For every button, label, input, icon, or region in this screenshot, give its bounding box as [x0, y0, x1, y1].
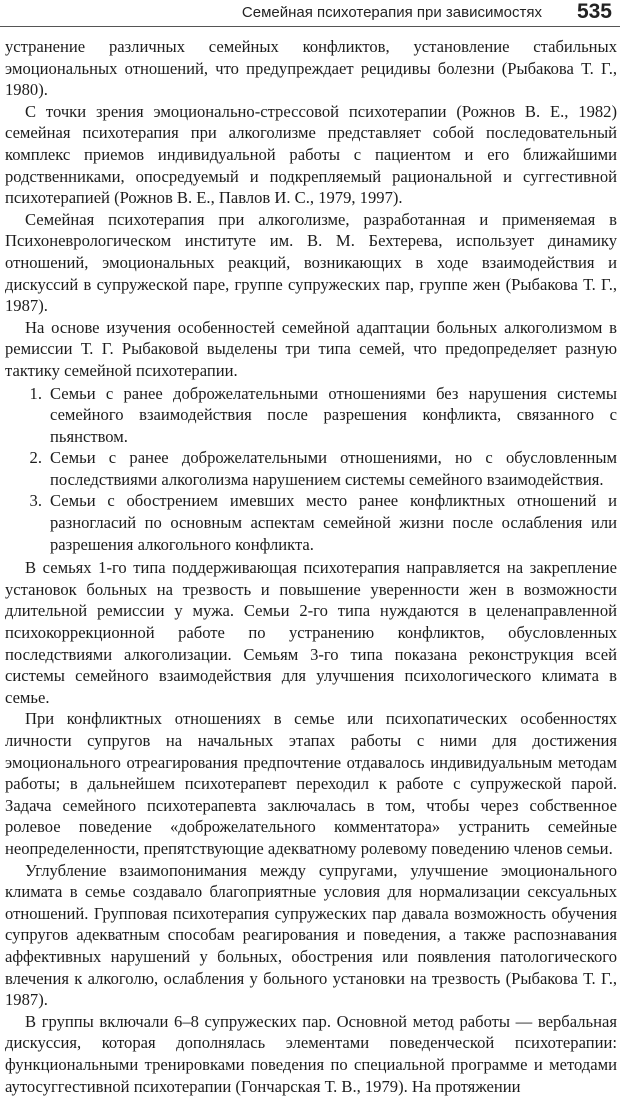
header-rule: [0, 26, 620, 27]
list-item-number: 2.: [29, 448, 42, 468]
list-item: [5, 383, 617, 448]
list-item-text: Семьи с ранее доброжелательными отношениями без нарушения системы семейного взаимодействия после разрешения конфликта, связанного с пьянством.: [50, 383, 617, 446]
list-item: [5, 490, 617, 555]
running-title: Семейная психотерапия при зависимостях: [241, 4, 542, 21]
paragraph: Углубление взаимопонимания между супругами, улучшение эмоционального климата в семье создавало благоприятные условия для нормализации сексуальных отношений. Групповая психотерапия супружеских пар давала возможность обучения супругов адекватным способам реагирования и поведения, а также распознавания аффективных нарушений у больных, обострения или появления патологического влечения к алкоголю, ослабления у больного установки на трезвость (Рыбакова Т. Г., 1987).: [5, 860, 617, 1010]
paragraph: Семейная психотерапия при алкоголизме, разработанная и применяемая в Психоневрологическом институте им. В. М. Бехтерева, использует динамику отношений, эмоциональных реакций, возникающих в ходе взаимодействия и дискуссий в супружеской паре, группе супружеских пар, группе жен (Рыбакова Т. Г., 1987).: [5, 209, 617, 316]
list-item-number: 1.: [29, 383, 42, 403]
paragraph: В группы включали 6–8 супружеских пар. Основной метод работы — вербальная дискуссия, которая дополнялась элементами поведенческой психотерапии: функциональными тренировками поведения по специальной программе и методами аутосуггестивной психотерапии (Гончарская Т. В., 1979). На протяжении: [5, 1011, 617, 1096]
body-text: [5, 36, 617, 1097]
list-item-text: Семьи с обострением имевших место ранее конфликтных отношений и разногласий по основным аспектам семейной жизни после ослабления или разрешения алкогольного конфликта.: [50, 491, 617, 554]
list-item-number: 3.: [29, 491, 42, 511]
list-item: [5, 447, 617, 490]
family-types-list: [5, 383, 617, 556]
paragraph: На основе изучения особенностей семейной адаптации больных алкоголизмом в ремиссии Т. Г. Рыбаковой выделены три типа семей, что предопределяет разную тактику семейной психотерапии.: [5, 317, 617, 380]
paragraph: В семьях 1-го типа поддерживающая психотерапия направляется на закрепление установок больных на трезвость и повышение уверенности жен в возможности длительной ремиссии у мужа. Семьи 2-го типа нуждаются в целенаправленной психокоррекционной работе по устранению конфликтов, обусловленных последствиями алкоголизации. Семьям 3-го типа показана реконструкция всей системы семейного взаимодействия для улучшения психологического климата в семье.: [5, 558, 617, 707]
running-header: [0, 0, 620, 26]
list-item-text: Семьи с ранее доброжелательными отношениями, но с обусловленным последствиями алкоголизма нарушением системы семейного взаимодействия.: [50, 448, 617, 489]
page-number: 535: [576, 0, 612, 23]
paragraph: При конфликтных отношениях в семье или психопатических особенностях личности супругов на начальных этапах работы с ними для достижения эмоционального отреагирования предпочтение отдавалось индивидуальным методам работы; в дальнейшем психотерапевт переходил к работе с супружеской парой. Задача семейного психотерапевта заключалась в том, чтобы через собственное ролевое поведение «доброжелательного комментатора» устранить семейные неопределенности, препятствующие адекватному ролевому поведению членов семьи.: [5, 709, 617, 858]
paragraph: С точки зрения эмоционально-стрессовой психотерапии (Рожнов В. Е., 1982) семейная психотерапия при алкоголизме представляет собой последовательный комплекс приемов индивидуальной работы с пациентом и его ближайшими родственниками, опосредуемый и подкрепляемый рациональной и суггестивной психотерапией (Рожнов В. Е., Павлов И. С., 1979, 1997).: [5, 101, 617, 208]
paragraph-continuation: устранение различных семейных конфликтов, установление стабильных эмоциональных отношений, что предупреждает рецидивы болезни (Рыбакова Т. Г., 1980).: [5, 37, 617, 100]
